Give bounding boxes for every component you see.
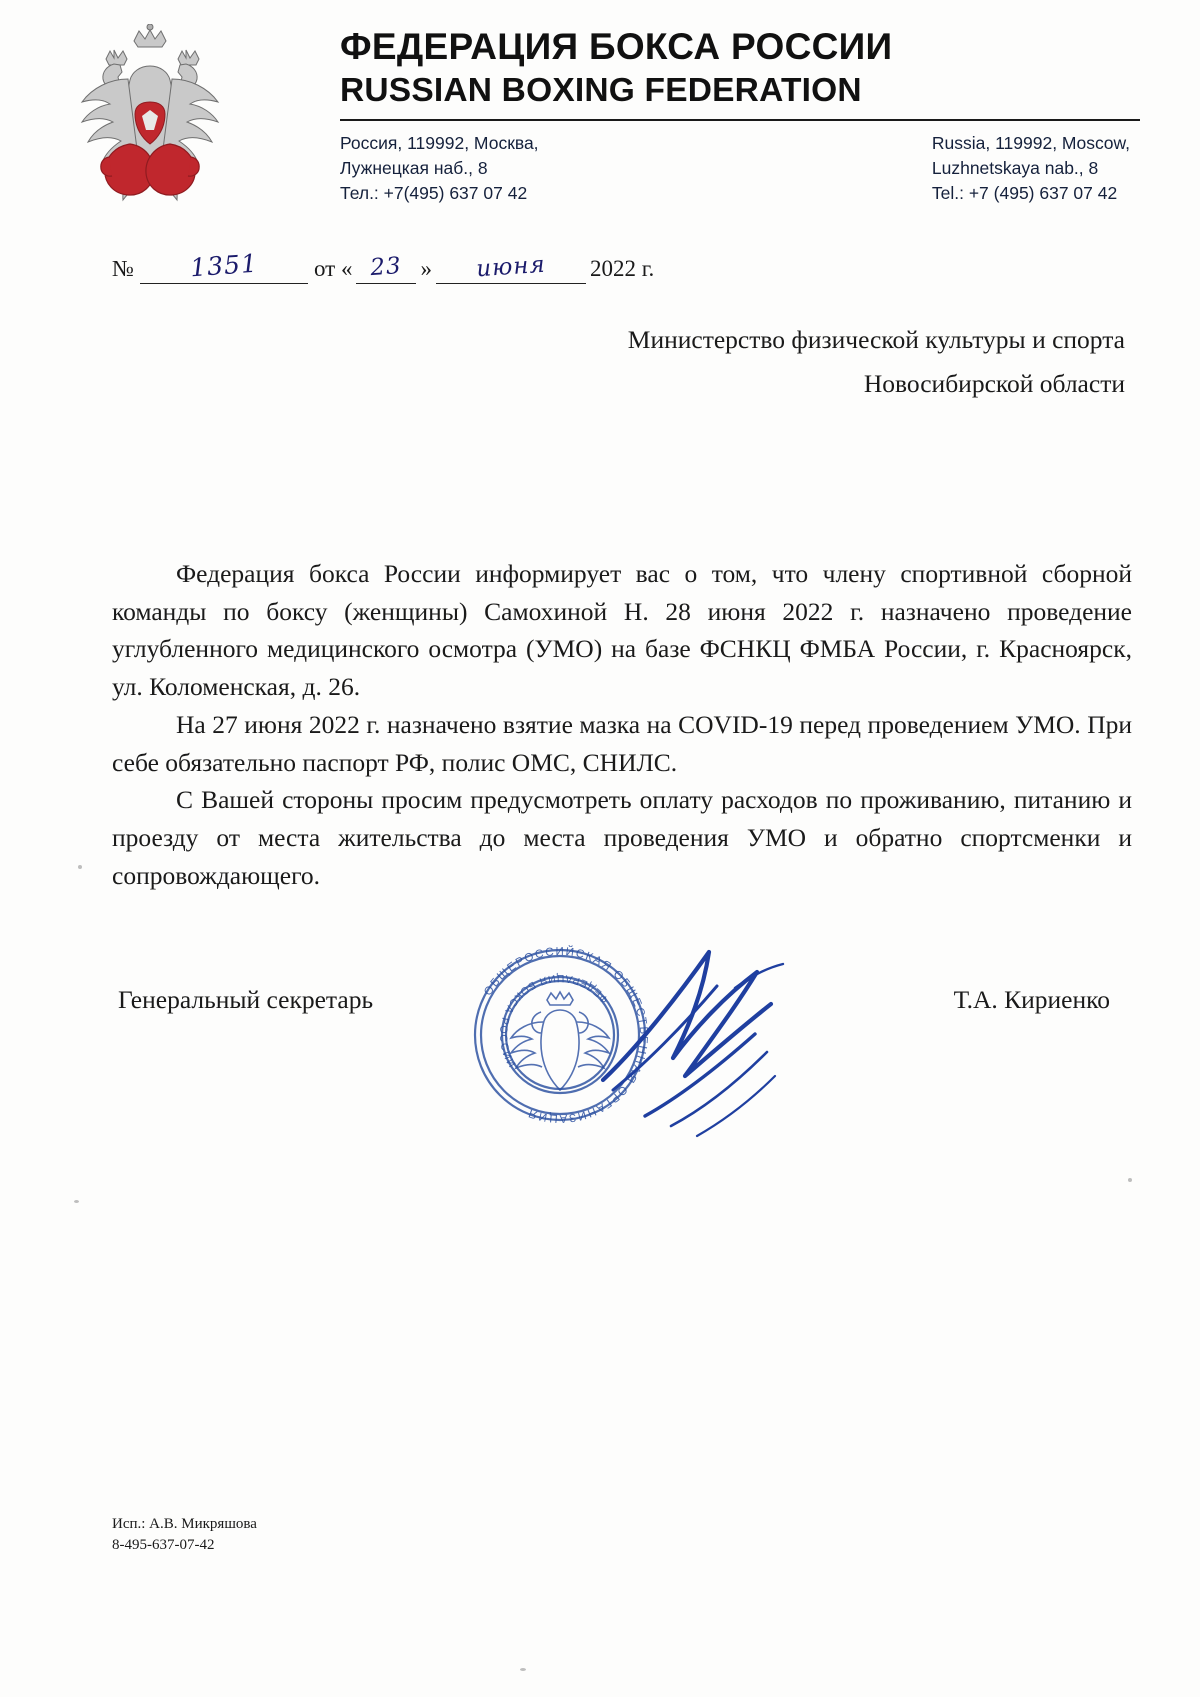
org-name-ru: ФЕДЕРАЦИЯ БОКСА РОССИИ xyxy=(340,26,893,67)
footer-phone: 8-495-637-07-42 xyxy=(112,1537,215,1554)
signatory-title: Генеральный секретарь xyxy=(118,985,374,1014)
day-field xyxy=(356,252,416,284)
addressee-line-2: Новосибирской области xyxy=(863,368,1125,398)
scan-speck xyxy=(520,1668,526,1671)
signatory-name: Т.А. Кириенко xyxy=(953,985,1110,1014)
registration-line xyxy=(112,250,654,284)
letterhead-text xyxy=(340,26,1140,206)
signature-row xyxy=(118,985,1110,1015)
body-paragraph-1: Федерация бокса России информирует вас о том, что члену спортивной сборной команды по боксу (женщины) Самохиной Н. 28 июня 2022 г. назначено проведение углубленного медицинского осмотра (УМО) на базе ФСНКЦ ФМБА России, г. Красноярск, ул. Коломенская, д. 26. xyxy=(112,559,1132,702)
address-en xyxy=(932,131,1140,206)
scan-speck xyxy=(1128,1178,1132,1182)
svg-text:ФЕДЕРАЦИЯ БОКСА РОССИИ: ФЕДЕРАЦИЯ БОКСА РОССИИ xyxy=(496,971,611,1071)
address-en-line-2: Luzhnetskaya nab., 8 xyxy=(931,157,1099,178)
address-en-line-1: Russia, 119992, Moscow, xyxy=(931,133,1130,153)
handwritten-signature-icon xyxy=(585,930,815,1150)
quote-close: » xyxy=(420,256,432,281)
document-footer xyxy=(112,1514,257,1558)
from-label: от « xyxy=(313,256,353,281)
address-ru-line-2: Лужнецкая наб., 8 xyxy=(340,157,488,178)
body-paragraph-3: С Вашей стороны просим предусмотреть оплату расходов по проживанию, питанию и проезду от места жительства до места проведения УМО и обратно спортсменки и сопровождающего. xyxy=(112,785,1132,890)
addressee-line-1: Министерство физической культуры и спорта xyxy=(627,325,1125,354)
scan-speck xyxy=(78,865,82,869)
address-en-line-3: Tel.: +7 (495) 637 07 42 xyxy=(931,182,1118,203)
month-handwritten-value: июня xyxy=(475,251,547,283)
year-label: 2022 г. xyxy=(589,256,655,281)
month-field xyxy=(436,251,586,284)
footer-executor: Исп.: А.В. Микряшова xyxy=(112,1515,257,1532)
addressee-block xyxy=(525,318,1125,406)
letterhead-divider xyxy=(340,119,1140,121)
svg-text:ОБЩЕРОССИЙСКАЯ ОБЩЕСТВЕННАЯ ОР: ОБЩЕРОССИЙСКАЯ ОБЩЕСТВЕННАЯ ОРГАНИЗАЦИЯ xyxy=(482,945,650,1125)
address-ru-line-3: Тел.: +7(495) 637 07 42 xyxy=(340,182,528,203)
number-handwritten-value: 1351 xyxy=(189,248,259,283)
body-paragraph-2: На 27 июня 2022 г. назначено взятие мазка на COVID-19 перед проведением УМО. При себе обязательно паспорт РФ, полис ОМС, СНИЛС. xyxy=(112,709,1132,777)
number-label: № xyxy=(112,256,134,281)
address-ru xyxy=(340,131,539,206)
day-handwritten-value: 23 xyxy=(369,252,403,282)
scan-speck xyxy=(74,1200,79,1203)
letter-body xyxy=(112,555,1132,895)
address-ru-line-1: Россия, 119992, Москва, xyxy=(340,133,539,153)
russian-double-headed-eagle-with-boxing-gloves-icon xyxy=(70,24,230,219)
number-field xyxy=(140,248,308,284)
org-name-en: RUSSIAN BOXING FEDERATION xyxy=(340,72,862,109)
letterhead xyxy=(60,18,1140,233)
